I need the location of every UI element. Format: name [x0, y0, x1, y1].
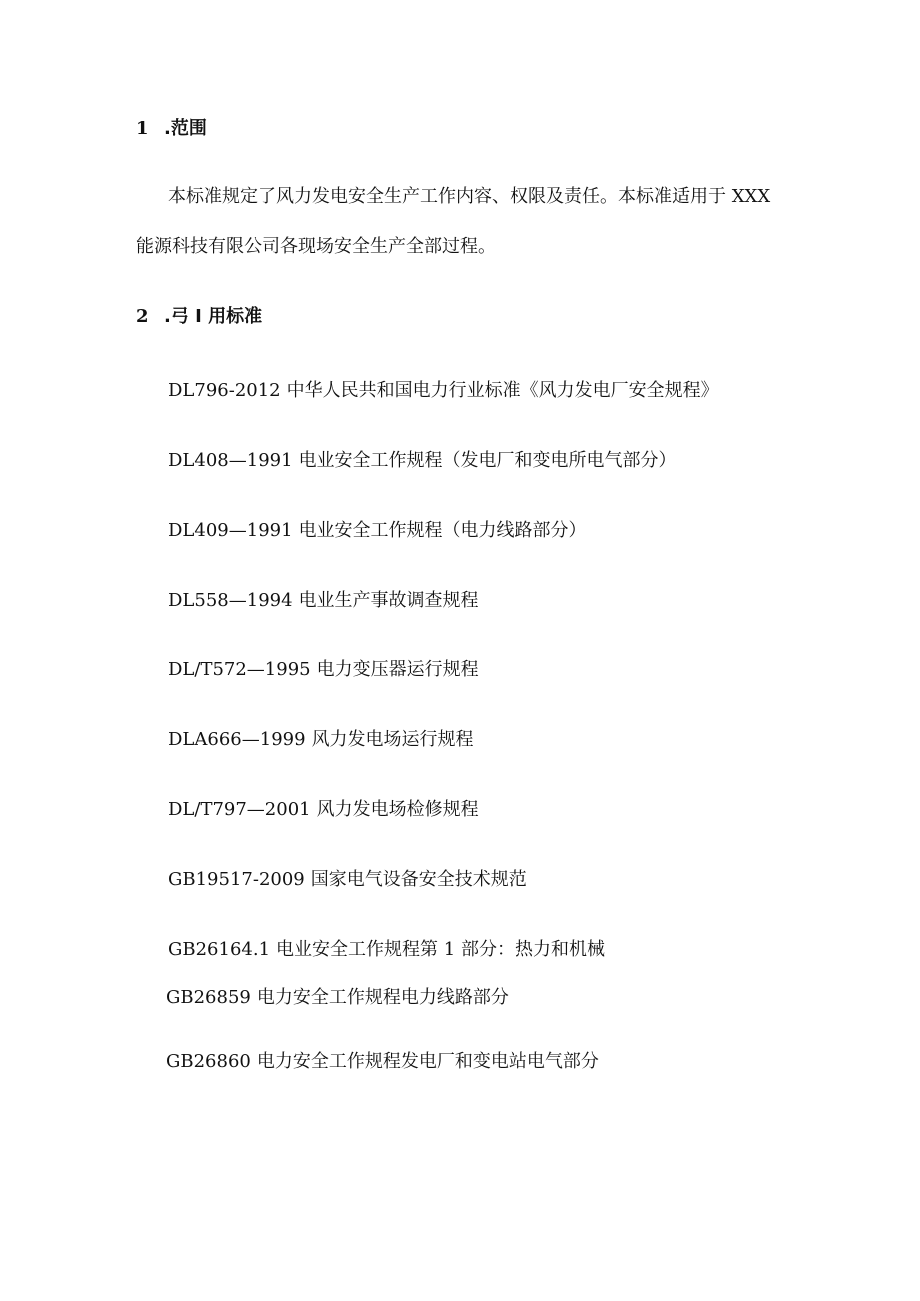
scope-paragraph-line-2: 能源科技有限公司各现场安全生产全部过程。 [136, 236, 496, 257]
reference-code: DL/T797—2001 [168, 799, 311, 820]
reference-name: 电力安全工作规程发电厂和变电站电气部分 [256, 1051, 599, 1072]
reference-name: 电力变压器运行规程 [316, 659, 479, 680]
reference-name: 电业安全工作规程第 1 部分：热力和机械 [276, 939, 605, 960]
reference-name: 风力发电场检修规程 [316, 799, 479, 820]
reference-name: 国家电气设备安全技术规范 [310, 869, 527, 890]
reference-name: 风力发电场运行规程 [311, 729, 474, 750]
reference-item [168, 725, 474, 751]
reference-item [168, 516, 587, 542]
reference-item [168, 376, 719, 402]
reference-item [168, 655, 479, 681]
reference-name: 中华人民共和国电力行业标准《风力发电厂安全规程》 [286, 380, 719, 401]
reference-name: 电业安全工作规程（发电厂和变电所电气部分） [298, 450, 677, 471]
section-1-title: .范围 [164, 118, 207, 139]
reference-item [168, 865, 527, 891]
section-1-heading [136, 114, 207, 140]
section-2-heading [136, 302, 262, 328]
reference-code: GB26860 [166, 1051, 251, 1072]
reference-name: 电业生产事故调查规程 [298, 590, 479, 611]
reference-code: DLA666—1999 [168, 729, 306, 750]
section-1-number: 1 [136, 118, 149, 139]
reference-item [168, 795, 479, 821]
scope-paragraph-line-1: 本标准规定了风力发电安全生产工作内容、权限及责任。本标准适用于 XXX [168, 186, 771, 207]
reference-code: DL409—1991 [168, 520, 293, 541]
reference-code: DL408—1991 [168, 450, 293, 471]
reference-item [166, 983, 509, 1009]
reference-item [168, 935, 605, 961]
reference-item [168, 586, 479, 612]
reference-code: GB19517-2009 [168, 869, 305, 890]
reference-name: 电业安全工作规程（电力线路部分） [298, 520, 587, 541]
reference-code: GB26859 [166, 987, 251, 1008]
section-2-title: .弓 I 用标准 [164, 306, 263, 327]
section-2-number: 2 [136, 306, 149, 327]
reference-item [166, 1047, 599, 1073]
reference-code: GB26164.1 [168, 939, 271, 960]
reference-code: DL558—1994 [168, 590, 293, 611]
reference-code: DL/T572—1995 [168, 659, 311, 680]
reference-item [168, 446, 677, 472]
reference-name: 电力安全工作规程电力线路部分 [256, 987, 509, 1008]
reference-code: DL796-2012 [168, 380, 281, 401]
